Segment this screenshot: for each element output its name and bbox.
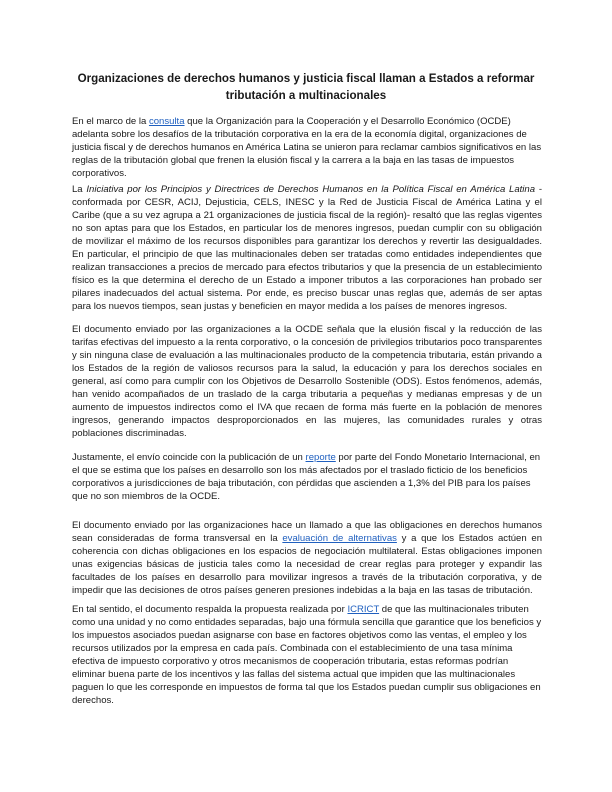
paragraph-text: El documento enviado por las organizaciones a la OCDE señala que la elusión fiscal y la reducción de las tarifas efectivas del impuesto a la renta corporativo, o la concesión de privilegios tributarios poco transparentes y sin ninguna clase de evaluación a las multinacionales producto de la competencia tributaria, están privando a los Estados de la región de valiosos recursos para la salud, la educación y para los derechos sociales en general, así como para cumplir con los Objetivos de Desarrollo Sostenible (ODS). Estos fenómenos, además, han venido acompañados de un traslado de la carga tributaria a pequeñas y medianas empresas y de un aumento de impuestos indirectos como el IVA que recaen de forma más fuerte en la población de menores ingresos, generando impactos desproporcionados en las mujeres, las comunidades rurales y otras poblaciones discriminadas. <box>72 324 542 440</box>
paragraph-iniciativa <box>72 183 542 313</box>
paragraph-text: por parte del Fondo Monetario Internacional, en el que se estima que los países en desarrollo son los más afectados por el traslado ficticio de los beneficios corporativos a jurisdicciones de baja tributación, con pérdidas que ascienden a 1,3% del PIB para los países que no son miembros de la OCDE. <box>72 452 541 503</box>
paragraph-reporte-fmi <box>72 451 542 503</box>
paragraph-text: El documento enviado por las organizaciones hace un llamado a que las obligaciones en derechos humanos sean consideradas de forma transversal en la <box>72 520 542 545</box>
document-title: Organizaciones de derechos humanos y justicia fiscal llaman a Estados a reformar tributación a multinacionales <box>77 72 535 102</box>
paragraph-obligaciones <box>72 519 542 597</box>
paragraph-text: de que las multinacionales tributen como una unidad y no como entidades separadas, bajo una fórmula sencilla que garantice que los beneficios y los impuestos asociados puedan asignarse con base en factores objetivos como las ventas, el empleo y los recursos utilizados por la empresa en cada país. Combinada con el establecimiento de una tasa mínima efectiva de impuesto corporativo y otros mecanismos de cooperación tributaria, estas reformas podrían eliminar buena parte de los incentivos y las fallas del sistema actual que impiden que las multinacionales paguen lo que les corresponde en impuestos de forma tal que los Estados puedan cumplir sus obligaciones en derechos. <box>72 604 542 707</box>
iniciativa-name: Iniciativa por los Principios y Directrices de Derechos Humanos en la Política Fiscal en América Latina <box>86 184 536 195</box>
reporte-link[interactable]: reporte <box>305 452 336 463</box>
paragraph-text: La <box>72 184 87 195</box>
paragraph-documento-ocde <box>72 323 542 440</box>
paragraph-text: que la Organización para la Cooperación y el Desarrollo Económico (OCDE) adelanta sobre los desafíos de la tributación corporativa en la era de la economía digital, organizaciones de justicia fiscal y de derechos humanos en América Latina se unieron para reclamar cambios significativos en las reglas de la tributación global que frenen la elusión fiscal y la carrera a la baja en las tasas de impuestos corporativos. <box>72 116 542 180</box>
paragraph-text: - conformada por CESR, ACIJ, Dejusticia, CELS, INESC y la Red de Justicia Fiscal de América Latina y el Caribe (que a su vez agrupa a 21 organizaciones de justicia fiscal de la región)- resaltó que las reglas vigentes no son aptas para que los Estados, en particular los de menores ingresos, puedan cumplir con su obligación de movilizar el máximo de los recursos disponibles para garantizar los derechos y revertir las desigualdades. En particular, el principio de que las multinacionales deben ser tratadas como entidades independientes que realizan transacciones a precios de mercado para efectos tributarios y que la presencia de un establecimiento físico es la que determina el derecho de un Estado a imponer tributos a las corporaciones han probado ser pilares inadecuados del actual sistema. Por ende, es preciso buscar unas reglas que, además de ser aptas para los nuevos tiempos, sean justas y beneficien en mayor medida a los países de menores ingresos. <box>72 184 542 313</box>
paragraph-icrict <box>72 603 542 707</box>
paragraph-consulta <box>72 115 542 180</box>
paragraph-text: y a que los Estados actúen en coherencia con dichas obligaciones en los espacios de negociación multilateral. Estas obligaciones imponen unas exigencias básicas de justicia tales como la necesidad de crear reglas para proteger y expandir las facultades de los países en desarrollo para movilizar ingresos a través de la tributación corporativa, y de impedir que las decisiones de otros países generen presiones indebidas a la baja en las tasas de tributación. <box>72 533 543 597</box>
paragraph-text: En tal sentido, el documento respalda la propuesta realizada por <box>72 604 348 615</box>
paragraph-text: En el marco de la <box>72 116 149 127</box>
paragraph-text: Justamente, el envío coincide con la publicación de un <box>72 452 306 463</box>
consulta-link[interactable]: consulta <box>148 116 185 127</box>
icrict-link[interactable]: ICRICT <box>347 604 380 615</box>
evaluacion-alternativas-link[interactable]: evaluación de alternativas <box>282 533 397 545</box>
